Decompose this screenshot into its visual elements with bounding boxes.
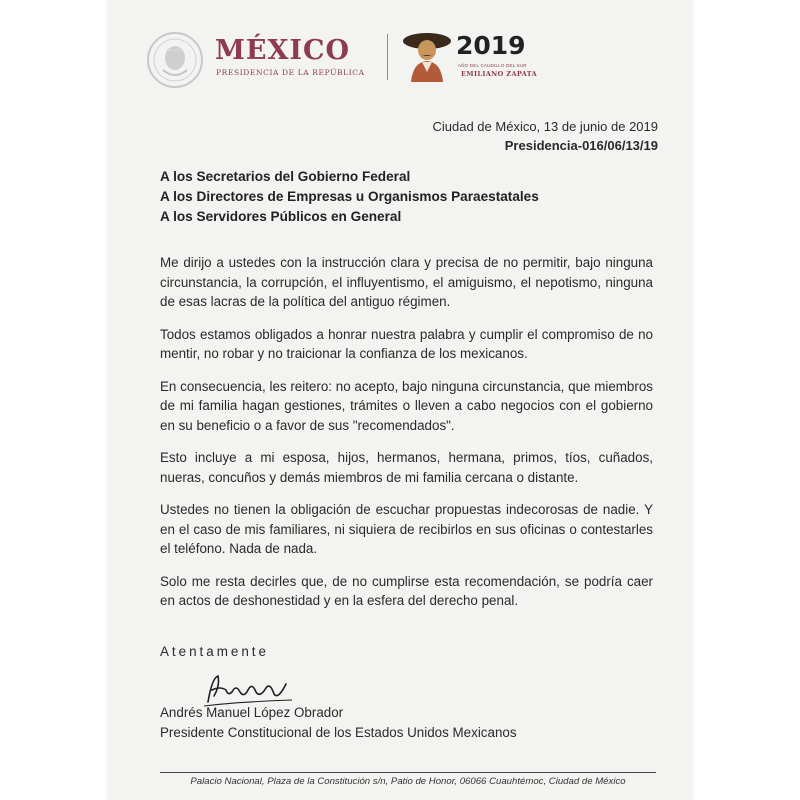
- signer-name: Andrés Manuel López Obrador: [160, 705, 344, 720]
- reference-number: Presidencia-016/06/13/19: [504, 138, 658, 153]
- recipients: [160, 167, 539, 227]
- body-paragraph: En consecuencia, les reitero: no acepto, bajo ninguna circunstancia, que miembros de mi familia hagan gestiones, trámites o lleven a cabo negocios con el gobierno en su beneficio o a favor de sus "recomendados".: [160, 378, 653, 433]
- recipient-line: A los Directores de Empresas u Organismos Paraestatales: [160, 189, 539, 204]
- body-paragraph: Esto incluye a mi esposa, hijos, hermanos, hermana, primos, tíos, cuñados, nueras, concuños y demás miembros de mi familia cercana o distante.: [160, 450, 653, 485]
- footer-divider: [160, 772, 656, 773]
- place-date: Ciudad de México, 13 de junio de 2019: [432, 119, 658, 134]
- closing-salutation: Atentamente: [160, 644, 269, 659]
- year-dedication-name: EMILIANO ZAPATA: [461, 70, 538, 78]
- signer-title: Presidente Constitucional de los Estados Unidos Mexicanos: [160, 725, 517, 740]
- letter-meta: [433, 117, 659, 155]
- country-wordmark: MÉXICO: [215, 35, 351, 66]
- body-paragraph: Todos estamos obligados a honrar nuestra palabra y cumplir el compromiso de no mentir, no robar y no traicionar la confianza de los mexicanos.: [160, 326, 653, 361]
- institution-name: PRESIDENCIA DE LA REPÚBLICA: [216, 68, 365, 77]
- year-label: 2019: [456, 31, 526, 60]
- recipient-line: A los Secretarios del Gobierno Federal: [160, 169, 411, 184]
- year-caption: AÑO DEL CAUDILLO DEL SUR: [458, 63, 527, 68]
- recipient-line: A los Servidores Públicos en General: [160, 209, 402, 224]
- signer-block: [160, 703, 517, 743]
- body-paragraph: Ustedes no tienen la obligación de escuchar propuestas indecorosas de nadie. Y en el caso de mis familiares, ni siquiera de recibirlos en sus oficinas o contestarles el teléfono. Nada de nada.: [160, 502, 653, 556]
- body-paragraph: Solo me resta decirles que, de no cumplirse esta recomendación, se podría caer en actos de deshonestidad y en la esfera del derecho penal.: [160, 573, 653, 608]
- body-paragraph: Me dirijo a ustedes con la instrucción clara y precisa de no permitir, bajo ninguna circunstancia, la corrupción, el influyentismo, el amiguismo, el nepotismo, ninguna de esas lacras de la política del antiguo régimen.: [160, 255, 653, 309]
- letter-body: [160, 253, 653, 624]
- header-divider: [387, 34, 388, 80]
- zapata-portrait-icon: [402, 28, 452, 82]
- footer-address: Palacio Nacional, Plaza de la Constitución s/n, Patio de Honor, 06066 Cuauhtémoc, Ciudad de México: [190, 776, 626, 787]
- national-seal-icon: [145, 30, 205, 90]
